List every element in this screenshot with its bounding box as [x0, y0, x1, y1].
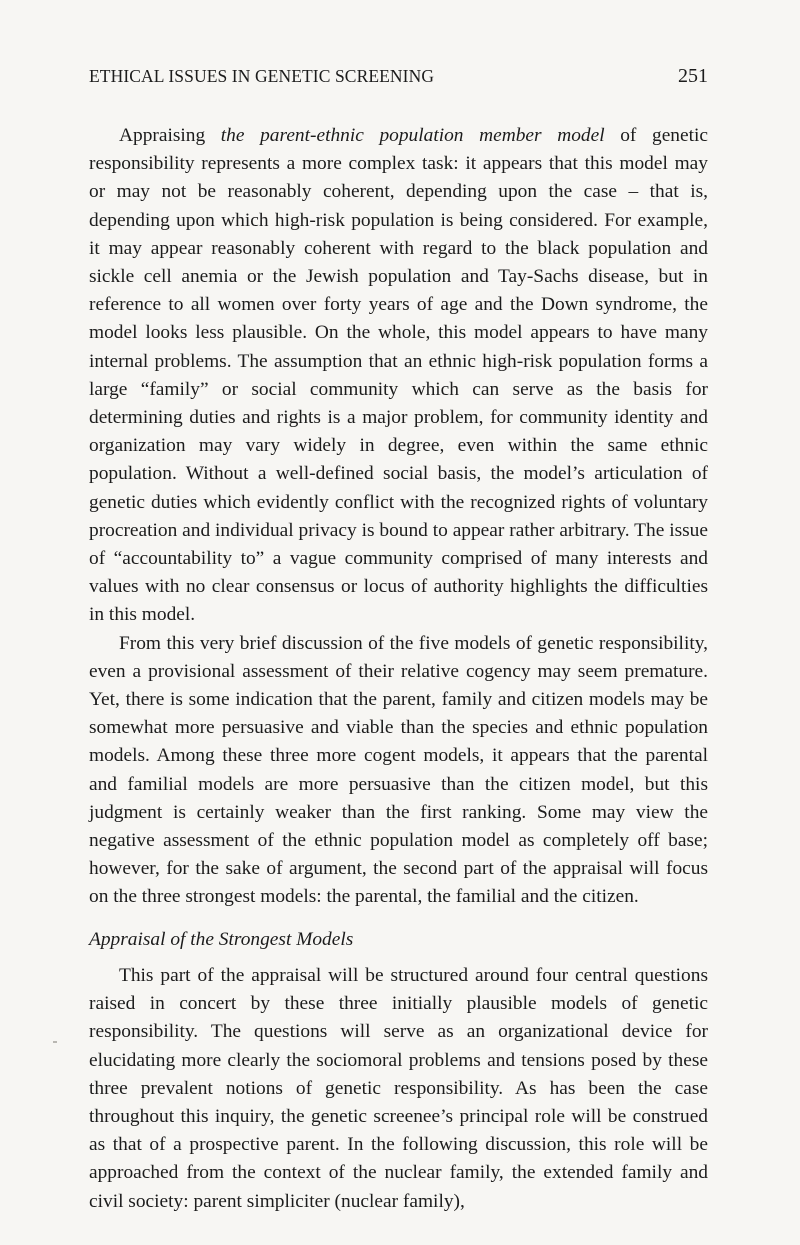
page-number: 251 — [678, 65, 708, 87]
margin-mark — [53, 1041, 57, 1043]
running-title: ETHICAL ISSUES IN GENETIC SCREENING — [89, 66, 435, 86]
running-head — [89, 66, 708, 90]
paragraph-rest: of genetic responsibility represents a more complex task: it appears that this model may or may not be reasonably coherent, depending upon the case – that is, depending upon which high-risk population is being considered. For example, it may appear reasonably coherent with regard to the black population and sickle cell anemia or the Jewish population and Tay-Sachs disease, but in reference to all women over forty years of age and the Down syndrome, the model looks less plausible. On the whole, this model appears to have many internal problems. The assumption that an ethnic high-risk population forms a large “family” or social community which can serve as the basis for determining duties and rights is a major problem, for community identity and organization may vary widely in degree, even within the same ethnic population. Without a well-defined social basis, the model’s articulation of genetic duties which evidently conflict with the recognized rights of voluntary procreation and individual privacy is bound to appear rather arbitrary. The issue of “accountability to” a vague community comprised of many interests and values with no clear consensus or locus of authority highlights the difficulties in this model. — [89, 125, 708, 626]
paragraph-appraisal-structure: This part of the appraisal will be structured around four central questions raised in concert by these three initially plausible models of genetic responsibility. The questions will serve as an organizational device for elucidating more clearly the sociomoral problems and tensions posed by these three prevalent notions of genetic responsibility. As has been the case throughout this inquiry, the genetic screenee’s principal role will be construed as that of a prospective parent. In the following discussion, this role will be approached from the context of the nuclear family, the extended family and civil society: parent simpliciter (nuclear family), — [89, 964, 708, 1212]
model-name-emphasis: the parent-ethnic population member model — [220, 125, 605, 146]
paragraph-five-models-assessment: From this very brief discussion of the five models of genetic responsibility, even a provisional assessment of their relative cogency may seem premature. Yet, there is some indication that the parent, family and citizen models may be somewhat more persuasive and viable than the species and ethnic population models. Among these three more cogent models, it appears that the parental and familial models are more persuasive than the citizen model, but this judgment is certainly weaker than the first ranking. Some may view the negative assessment of the ethnic population model as completely off base; however, for the sake of argument, the second part of the appraisal will focus on the three strongest models: the parental, the familial and the citizen. — [89, 632, 708, 908]
paragraph-lead: Appraising — [119, 125, 221, 146]
section-subheading: Appraisal of the Strongest Models — [89, 928, 354, 950]
page-body — [89, 122, 708, 1216]
paragraph-parent-ethnic-model — [89, 122, 708, 630]
